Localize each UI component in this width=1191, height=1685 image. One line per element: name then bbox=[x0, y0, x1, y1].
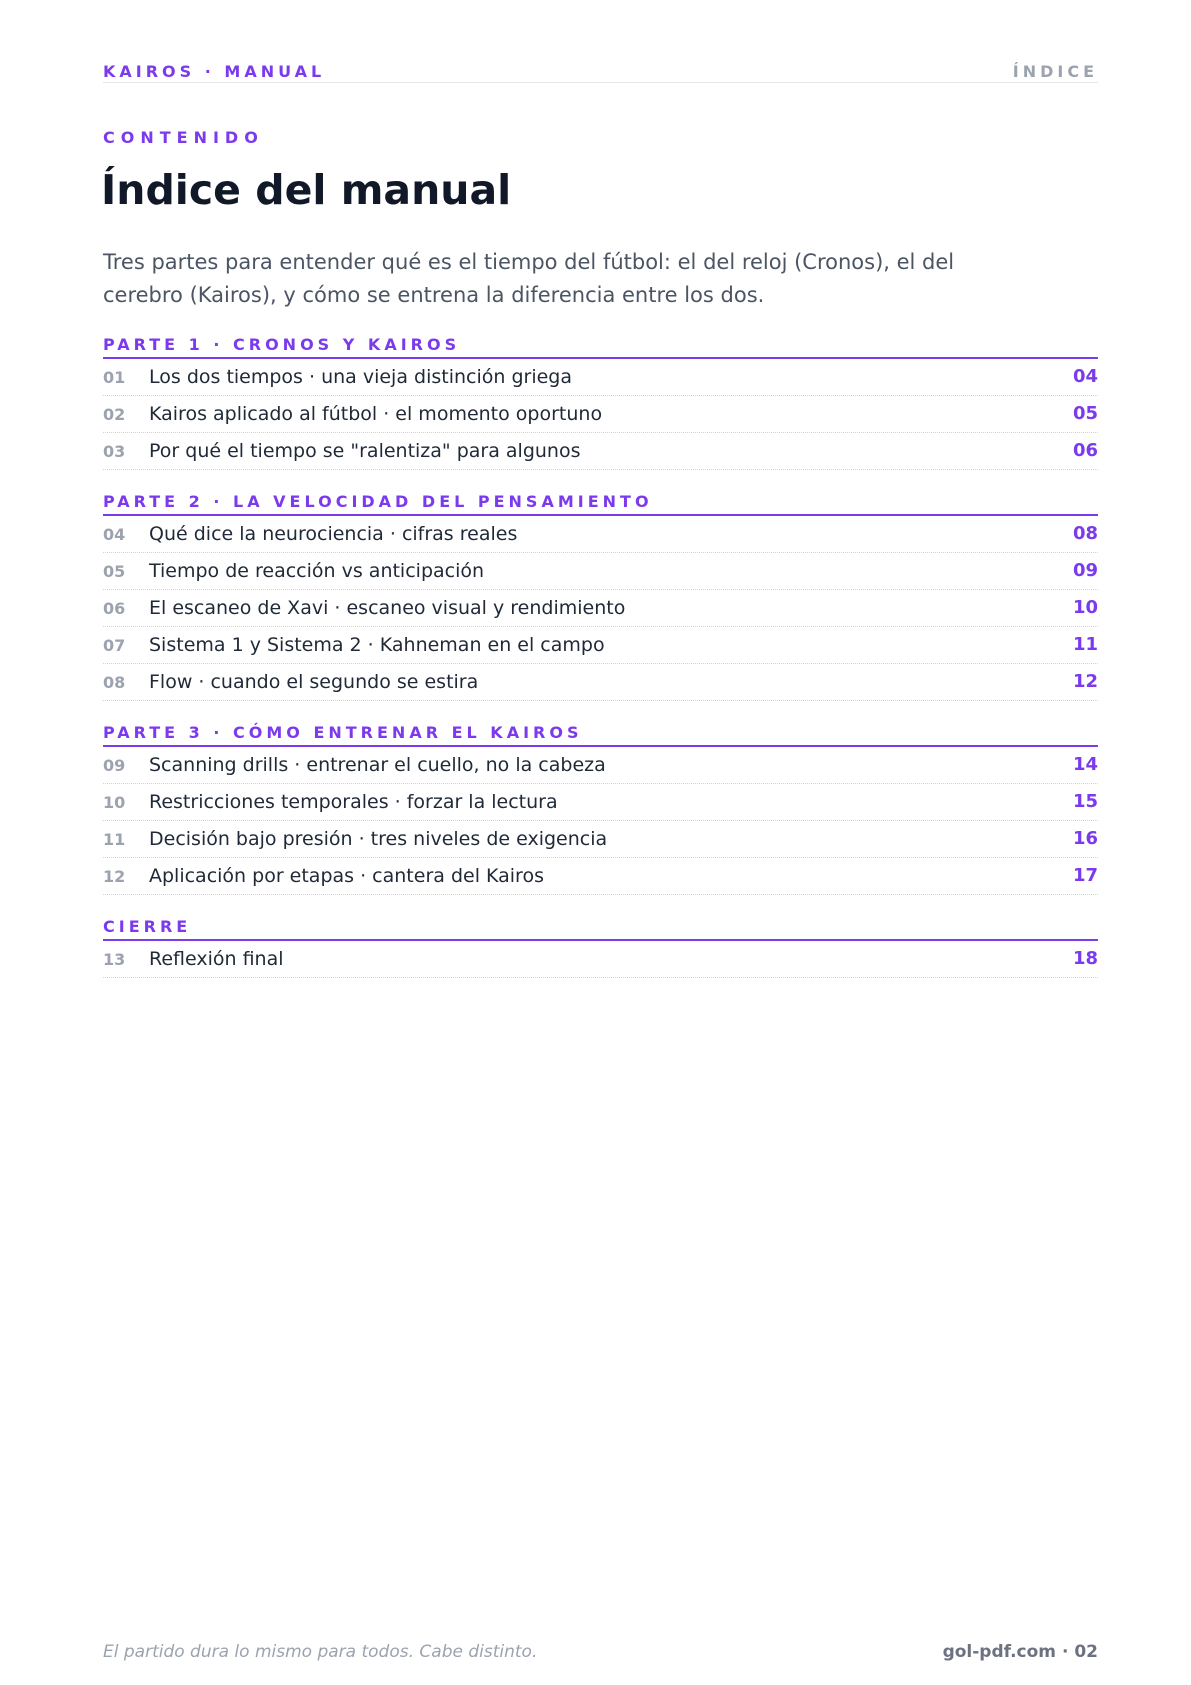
entry-page: 14 bbox=[1072, 754, 1098, 775]
entry-title: Tiempo de reacción vs anticipación bbox=[149, 560, 485, 582]
entry-page: 15 bbox=[1072, 791, 1098, 812]
entry-title: Sistema 1 y Sistema 2 · Kahneman en el campo bbox=[149, 634, 605, 656]
eyebrow-label: CONTENIDO bbox=[103, 128, 264, 147]
entry-page: 16 bbox=[1072, 828, 1098, 849]
entry-title: Aplicación por etapas · cantera del Kairos bbox=[149, 865, 544, 887]
toc-section bbox=[103, 718, 1098, 895]
entry-page: 04 bbox=[1072, 366, 1098, 387]
toc-entry[interactable] bbox=[103, 396, 1098, 433]
section-heading: PARTE 1 · CRONOS Y KAIROS bbox=[103, 330, 1098, 359]
toc-entry[interactable] bbox=[103, 590, 1098, 627]
entry-page: 05 bbox=[1072, 403, 1098, 424]
toc-entry[interactable] bbox=[103, 516, 1098, 553]
entry-number: 11 bbox=[103, 830, 126, 849]
page-title: Índice del manual bbox=[101, 166, 512, 214]
entry-page: 17 bbox=[1072, 865, 1098, 886]
header-brand: KAIROS · MANUAL bbox=[103, 62, 326, 81]
table-of-contents bbox=[103, 330, 1098, 978]
entry-page: 18 bbox=[1072, 948, 1098, 969]
page-footer bbox=[103, 1642, 1098, 1664]
footer-site[interactable]: gol-pdf.com bbox=[942, 1642, 1057, 1662]
entry-title: Los dos tiempos · una vieja distinción griega bbox=[149, 366, 572, 388]
entry-number: 05 bbox=[103, 562, 126, 581]
entry-number: 10 bbox=[103, 793, 126, 812]
intro-paragraph: Tres partes para entender qué es el tiempo del fútbol: el del reloj (Cronos), el del cerebro (Kairos), y cómo se entrena la diferencia entre los dos. bbox=[103, 250, 955, 307]
section-heading: PARTE 3 · CÓMO ENTRENAR EL KAIROS bbox=[103, 718, 1098, 747]
entry-title: El escaneo de Xavi · escaneo visual y rendimiento bbox=[149, 597, 626, 619]
entry-title: Qué dice la neurociencia · cifras reales bbox=[149, 523, 518, 545]
entry-title: Kairos aplicado al fútbol · el momento oportuno bbox=[149, 403, 603, 425]
toc-entry[interactable] bbox=[103, 941, 1098, 978]
entry-page: 10 bbox=[1072, 597, 1098, 618]
footer-motto: El partido dura lo mismo para todos. Cabe distinto. bbox=[103, 1642, 538, 1662]
entry-page: 12 bbox=[1072, 671, 1098, 692]
running-header bbox=[103, 62, 1098, 83]
entry-title: Scanning drills · entrenar el cuello, no la cabeza bbox=[149, 754, 606, 776]
entry-title: Reflexión final bbox=[149, 948, 284, 970]
page-number: 02 bbox=[1074, 1642, 1098, 1662]
entry-page: 08 bbox=[1072, 523, 1098, 544]
toc-section bbox=[103, 487, 1098, 701]
toc-section bbox=[103, 912, 1098, 978]
entry-number: 02 bbox=[103, 405, 126, 424]
entry-number: 04 bbox=[103, 525, 126, 544]
toc-entry[interactable] bbox=[103, 664, 1098, 701]
entry-page: 06 bbox=[1072, 440, 1098, 461]
entry-page: 11 bbox=[1072, 634, 1098, 655]
entry-title: Decisión bajo presión · tres niveles de exigencia bbox=[149, 828, 608, 850]
entry-number: 09 bbox=[103, 756, 126, 775]
toc-entry[interactable] bbox=[103, 747, 1098, 784]
toc-entry[interactable] bbox=[103, 359, 1098, 396]
entry-number: 08 bbox=[103, 673, 126, 692]
section-heading: CIERRE bbox=[103, 912, 1098, 941]
entry-number: 03 bbox=[103, 442, 126, 461]
toc-entry[interactable] bbox=[103, 553, 1098, 590]
entry-title: Por qué el tiempo se "ralentiza" para algunos bbox=[149, 440, 581, 462]
toc-entry[interactable] bbox=[103, 627, 1098, 664]
entry-page: 09 bbox=[1072, 560, 1098, 581]
toc-entry[interactable] bbox=[103, 858, 1098, 895]
entry-number: 13 bbox=[103, 950, 126, 969]
entry-title: Restricciones temporales · forzar la lectura bbox=[149, 791, 558, 813]
toc-section bbox=[103, 330, 1098, 470]
section-heading: PARTE 2 · LA VELOCIDAD DEL PENSAMIENTO bbox=[103, 487, 1098, 516]
toc-entry[interactable] bbox=[103, 784, 1098, 821]
entry-title: Flow · cuando el segundo se estira bbox=[149, 671, 479, 693]
entry-number: 07 bbox=[103, 636, 126, 655]
entry-number: 06 bbox=[103, 599, 126, 618]
entry-number: 01 bbox=[103, 368, 126, 387]
footer-separator: · bbox=[1056, 1642, 1075, 1662]
toc-entry[interactable] bbox=[103, 821, 1098, 858]
header-section: ÍNDICE bbox=[1012, 62, 1098, 81]
footer-site-and-page bbox=[943, 1642, 1098, 1662]
entry-number: 12 bbox=[103, 867, 126, 886]
toc-entry[interactable] bbox=[103, 433, 1098, 470]
